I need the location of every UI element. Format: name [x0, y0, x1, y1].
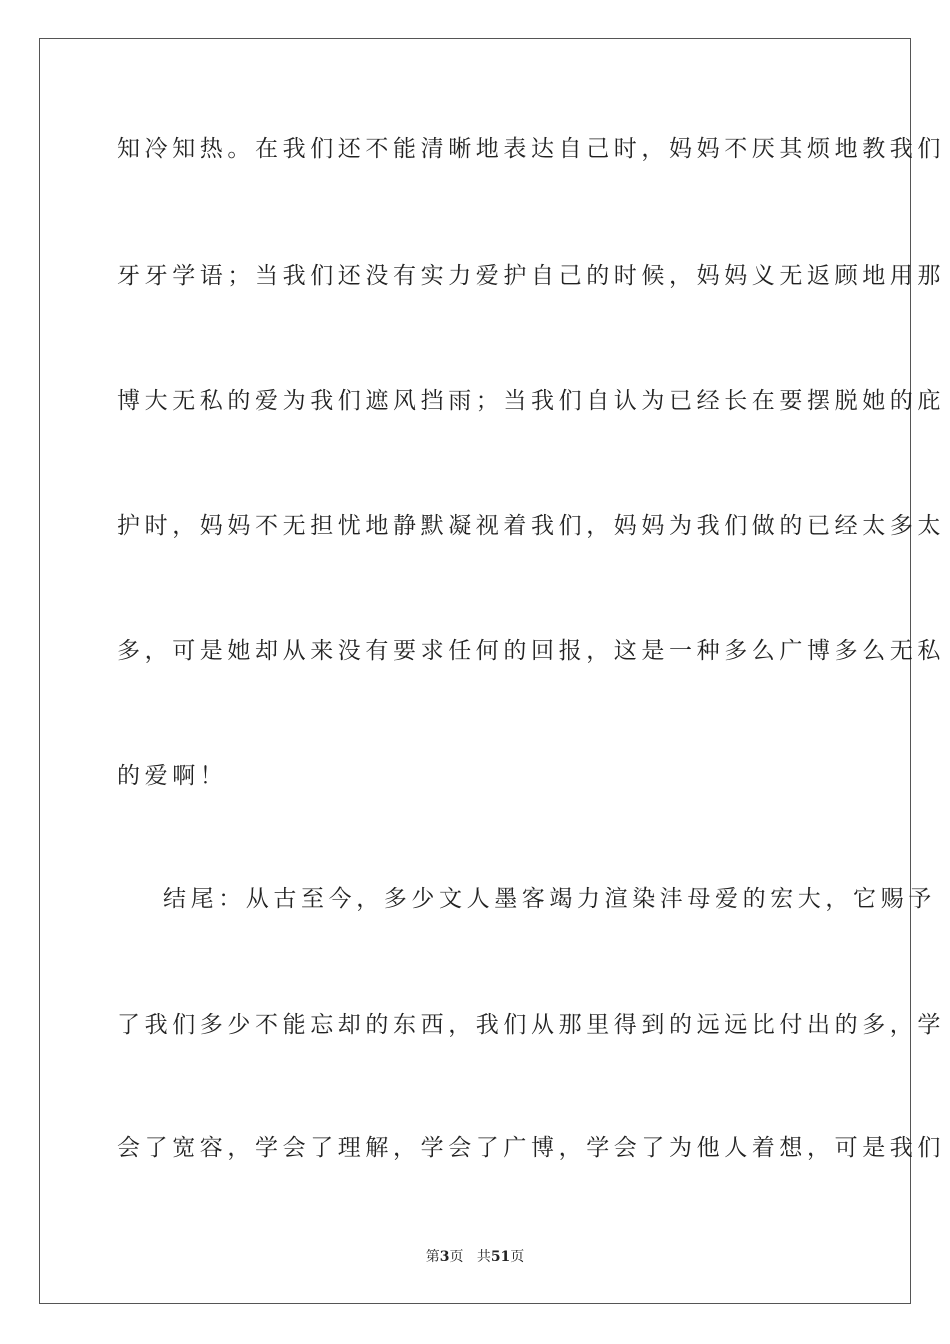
body-text-line: 护时，妈妈不无担忧地静默凝视着我们，妈妈为我们做的已经太多太 [117, 513, 945, 539]
total-prefix: 共 [476, 1249, 491, 1265]
page-footer [0, 1246, 950, 1266]
paragraph-conclusion-first-line: 结尾：从古至今，多少文人墨客竭力渲染沣母爱的宏大，它赐予 [163, 886, 936, 912]
body-text-line: 的爱啊！ [117, 763, 228, 789]
body-text-line: 知冷知热。在我们还不能清晰地表达自己时，妈妈不厌其烦地教我们 [117, 136, 945, 162]
total-suffix: 页 [510, 1249, 525, 1265]
page-suffix: 页 [449, 1249, 464, 1265]
body-text-line: 牙牙学语；当我们还没有实力爱护自己的时候，妈妈义无返顾地用那 [117, 263, 945, 289]
page-border [39, 38, 911, 1304]
page-prefix: 第 [425, 1249, 440, 1265]
body-text-line: 会了宽容，学会了理解，学会了广博，学会了为他人着想，可是我们 [117, 1135, 945, 1161]
body-text-line: 博大无私的爱为我们遮风挡雨；当我们自认为已经长在要摆脱她的庇 [117, 388, 945, 414]
page-number: 3 [439, 1249, 450, 1265]
body-text-line: 多，可是她却从来没有要求任何的回报，这是一种多么广博多么无私 [117, 638, 945, 664]
total-pages: 51 [490, 1249, 511, 1265]
body-text-line: 了我们多少不能忘却的东西，我们从那里得到的远远比付出的多，学 [117, 1012, 945, 1038]
